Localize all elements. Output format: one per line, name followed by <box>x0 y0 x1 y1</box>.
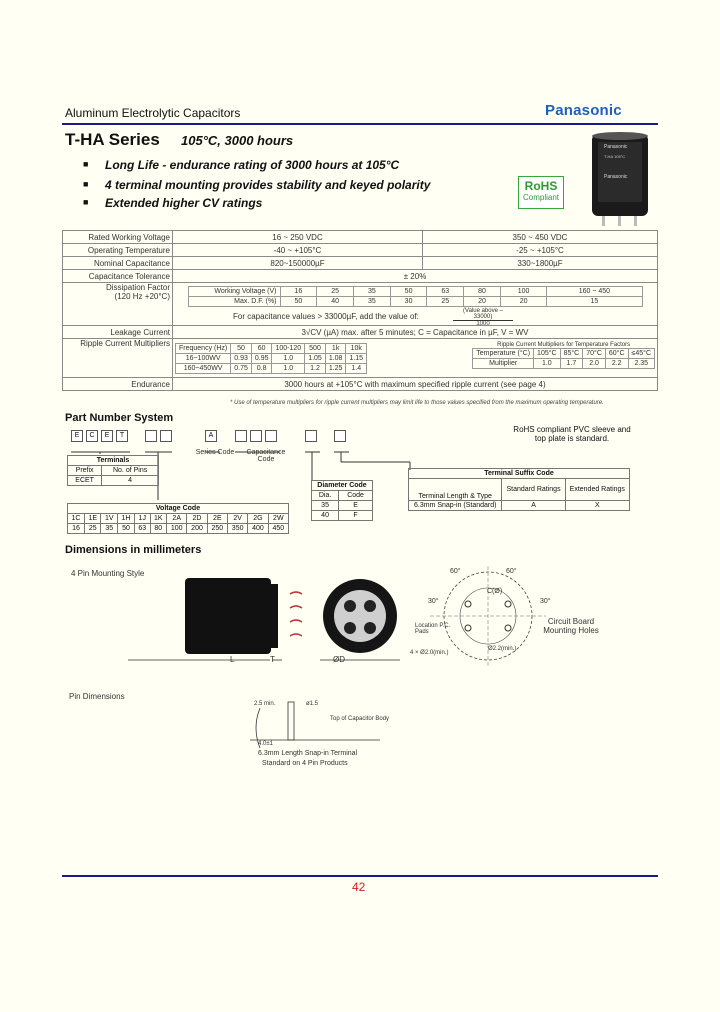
rohs-title: RoHS <box>524 179 558 193</box>
ripple-cell: 1.0 <box>272 363 305 373</box>
mounting-style-label: 4 Pin Mounting Style <box>71 569 145 578</box>
ripple-cell: 1.08 <box>325 353 346 363</box>
diameter-code-table <box>311 480 373 521</box>
angle-top-right: 60° <box>506 568 517 575</box>
voltage-code: 2W <box>268 514 288 524</box>
ripple-cell: 16~100WV <box>176 353 231 363</box>
temp-cell: Multiplier <box>473 358 534 368</box>
spec-label: Rated Working Voltage <box>63 231 173 244</box>
df-value: 40 <box>317 296 354 306</box>
pin-drawing <box>240 698 390 758</box>
feature-item: ■ 4 terminal mounting provides stability and keyed polarity <box>105 178 430 192</box>
rohs-badge <box>518 176 564 209</box>
ripple-cell: 0.8 <box>251 363 272 373</box>
df-note: For capacitance values > 33000µF, add the value of: <box>233 311 419 321</box>
df-label: Dissipation Factor <box>105 283 170 292</box>
df-formula-bottom: 1000 <box>476 320 490 327</box>
df-formula <box>453 308 513 327</box>
temp-head: 70°C <box>583 348 606 358</box>
spec-label: Nominal Capacitance <box>63 257 173 270</box>
spec-value: 820~150000µF <box>173 257 423 270</box>
spec-table <box>62 230 658 391</box>
diameter-head: Dia. <box>312 491 339 501</box>
df-voltage: 25 <box>317 286 354 296</box>
ripple-cell: 1.2 <box>305 363 326 373</box>
rohs-note: RoHS compliant PVC sleeve and top plate is standard. <box>513 425 631 443</box>
angle-right: 30° <box>540 598 551 605</box>
df-row-label: Working Voltage (V) <box>188 286 280 296</box>
ripple-temp-table <box>472 348 655 369</box>
ripple-cell: 1.15 <box>346 353 367 363</box>
voltage-value: 50 <box>117 524 134 534</box>
ripple-cell: 160~450WV <box>176 363 231 373</box>
voltage-value: 16 <box>68 524 85 534</box>
pin-note2: Standard on 4 Pin Products <box>262 760 348 767</box>
ripple-temp <box>472 342 655 375</box>
ripple-cell: 1.25 <box>325 363 346 373</box>
brand-logo: Panasonic <box>545 102 622 119</box>
pad-dim-label: Ø2.2(min.) <box>488 646 517 652</box>
voltage-value: 35 <box>101 524 118 534</box>
df-voltage: 100 <box>500 286 546 296</box>
df-table <box>188 286 643 307</box>
ripple-head: 50 <box>231 343 252 353</box>
voltage-value: 63 <box>134 524 150 534</box>
diameter-title: Diameter Code <box>312 481 373 491</box>
df-value: 15 <box>547 296 642 306</box>
ripple-head: 1k <box>325 343 346 353</box>
dim-D: ØD <box>333 655 345 664</box>
pcb-holes-label: 4 × Ø2.0(min.) <box>410 650 449 656</box>
terminals-cell: ECET <box>68 476 102 486</box>
voltage-code: 2V <box>227 514 247 524</box>
temp-cell: 1.7 <box>560 358 583 368</box>
spec-label: Ripple Current Multipliers <box>63 339 173 378</box>
spec-value: 3√CV (µA) max. after 5 minutes; C = Capacitance in µF, V = WV <box>173 326 658 339</box>
series-code-label: Series Code <box>195 449 235 456</box>
voltage-code: 1V <box>101 514 118 524</box>
voltage-value: 80 <box>150 524 167 534</box>
c-diameter-label: C(Ø) <box>487 588 503 595</box>
capacitance-code-label: Capacitance Code <box>246 449 286 463</box>
spec-value: -40 ~ +105°C <box>173 244 423 257</box>
voltage-code: 2G <box>248 514 268 524</box>
pin-len: 4.0±1 <box>258 741 273 747</box>
ripple-head: 10k <box>346 343 367 353</box>
dim-L: L <box>230 655 235 664</box>
voltage-code: 1C <box>68 514 85 524</box>
spec-value: 3000 hours at +105°C with maximum specified ripple current (see page 4) <box>173 378 658 391</box>
diameter-head: Code <box>339 491 373 501</box>
voltage-code: 1J <box>134 514 150 524</box>
temp-head: 105°C <box>534 348 561 358</box>
df-voltage: 35 <box>353 286 390 296</box>
spec-value: -25 ~ +105°C <box>423 244 658 257</box>
voltage-code: 1E <box>84 514 101 524</box>
ripple-temp-title: Ripple Current Multipliers for Temperature Factors <box>497 341 631 348</box>
ripple-head: 500 <box>305 343 326 353</box>
temp-cell: 1.0 <box>534 358 561 368</box>
voltage-code-table <box>67 503 289 534</box>
feature-item: ■ Long Life - endurance rating of 3000 hours at 105°C <box>105 158 399 172</box>
ripple-freq-table <box>175 343 367 374</box>
temp-head: Temperature (°C) <box>473 348 534 358</box>
temp-cell: 2.0 <box>583 358 606 368</box>
df-value: 20 <box>464 296 501 306</box>
voltage-value: 100 <box>167 524 187 534</box>
suffix-title: Terminal Suffix Code <box>409 469 630 479</box>
pin-note1: 6.3mm Length Snap-in Terminal <box>258 750 358 757</box>
df-label2: (120 Hz +20°C) <box>114 292 170 301</box>
df-voltage: 16 <box>280 286 317 296</box>
voltage-code: 1H <box>117 514 134 524</box>
spec-footnote: * Use of temperature multipliers for ripple current multipliers may limit life to those values specified from the maximum operating temperature. <box>230 400 604 406</box>
part-box: C <box>86 430 98 442</box>
temp-cell: 2.2 <box>605 358 628 368</box>
pin-dim2: ø1.5 <box>306 701 319 707</box>
voltage-code: 2A <box>167 514 187 524</box>
spec-value: 350 ~ 450 VDC <box>423 231 658 244</box>
voltage-value: 350 <box>227 524 247 534</box>
top-divider <box>62 123 658 125</box>
suffix-head: Extended Ratings <box>565 479 629 501</box>
spec-value: 16 ~ 250 VDC <box>173 231 423 244</box>
voltage-code: 2D <box>187 514 207 524</box>
voltage-value: 200 <box>187 524 207 534</box>
terminals-cell: 4 <box>102 476 159 486</box>
dimensions-heading: Dimensions in millimeters <box>65 544 202 556</box>
voltage-value: 25 <box>84 524 101 534</box>
part-box: A <box>205 430 217 442</box>
df-value: 35 <box>353 296 390 306</box>
df-value: 50 <box>280 296 317 306</box>
feature-item: ■ Extended higher CV ratings <box>105 196 262 210</box>
svg-text:Panasonic: Panasonic <box>604 174 628 180</box>
voltage-code: 1K <box>150 514 167 524</box>
part-box: E <box>101 430 113 442</box>
voltage-code: 2E <box>207 514 227 524</box>
spec-label: Endurance <box>63 378 173 391</box>
pin-lead: Top of Capacitor Body <box>330 716 390 722</box>
suffix-cell: X <box>565 501 629 511</box>
voltage-value: 450 <box>268 524 288 534</box>
ripple-head: 60 <box>251 343 272 353</box>
catalog-title: Aluminum Electrolytic Capacitors <box>65 106 241 120</box>
part-box: T <box>116 430 128 442</box>
ripple-cell: 0.75 <box>231 363 252 373</box>
df-formula-top: (Value above – 33000) <box>453 308 513 321</box>
pin-dimensions-heading: Pin Dimensions <box>69 692 125 701</box>
ripple-cell: 1.4 <box>346 363 367 373</box>
dim-T: T <box>270 655 275 664</box>
spec-label-df <box>63 283 173 326</box>
voltage-title: Voltage Code <box>68 504 289 514</box>
df-voltage: 80 <box>464 286 501 296</box>
suffix-cell: 6.3mm Snap-in (Standard) <box>409 501 502 511</box>
terminals-head: No. of Pins <box>102 466 159 476</box>
pcb-pads-label: Location P.C. Pads <box>415 623 451 635</box>
df-value: 20 <box>500 296 546 306</box>
page-number: 42 <box>352 880 366 894</box>
diameter-cell: 40 <box>312 511 339 521</box>
ripple-cell: 1.05 <box>305 353 326 363</box>
series-title: T-HA Series <box>65 130 160 149</box>
voltage-value: 400 <box>248 524 268 534</box>
ripple-cell <box>173 339 658 378</box>
angle-left: 30° <box>428 598 439 605</box>
suffix-head: Standard Ratings <box>502 479 565 501</box>
ripple-cell: 0.95 <box>251 353 272 363</box>
capacitor-photo <box>588 132 654 228</box>
diameter-cell: F <box>339 511 373 521</box>
ripple-head: Frequency (Hz) <box>176 343 231 353</box>
temp-head: ≤45°C <box>628 348 654 358</box>
temp-head: 60°C <box>605 348 628 358</box>
df-voltage: 63 <box>427 286 464 296</box>
series-subtitle: 105°C, 3000 hours <box>181 133 294 148</box>
angle-top-left: 60° <box>450 568 461 575</box>
circuit-board-label: Circuit Board Mounting Holes <box>543 617 599 635</box>
pin-dim1: 2.5 min. <box>254 701 276 707</box>
terminals-table <box>67 455 159 486</box>
voltage-value: 250 <box>207 524 227 534</box>
terminals-title: Terminals <box>68 456 159 466</box>
terminal-suffix-table <box>408 468 630 511</box>
part-number-heading: Part Number System <box>65 412 174 424</box>
df-note-row <box>173 307 657 327</box>
ripple-tables <box>175 342 655 375</box>
temp-head: 85°C <box>560 348 583 358</box>
bottom-divider <box>62 875 658 877</box>
suffix-cell: A <box>502 501 565 511</box>
spec-value: ± 20% <box>173 270 658 283</box>
svg-text:T-HA 105°C: T-HA 105°C <box>604 154 626 159</box>
rohs-sub: Compliant <box>522 193 559 202</box>
terminals-head: Prefix <box>68 466 102 476</box>
ripple-cell: 1.0 <box>272 353 305 363</box>
spec-label: Operating Temperature <box>63 244 173 257</box>
temp-cell: 2.35 <box>628 358 654 368</box>
diameter-cell: E <box>339 501 373 511</box>
df-voltage: 160 ~ 450 <box>547 286 642 296</box>
df-voltage: 50 <box>390 286 427 296</box>
df-value: 25 <box>427 296 464 306</box>
spec-value: 330~1800µF <box>423 257 658 270</box>
df-row-label: Max. D.F. (%) <box>188 296 280 306</box>
suffix-head: Terminal Length & Type <box>409 479 502 501</box>
spec-label: Leakage Current <box>63 326 173 339</box>
ripple-head: 100-120 <box>272 343 305 353</box>
df-value: 30 <box>390 296 427 306</box>
svg-text:Panasonic: Panasonic <box>604 144 628 150</box>
part-box: E <box>71 430 83 442</box>
spec-label: Capacitance Tolerance <box>63 270 173 283</box>
ripple-cell: 0.93 <box>231 353 252 363</box>
df-cell <box>173 283 658 326</box>
diameter-cell: 35 <box>312 501 339 511</box>
